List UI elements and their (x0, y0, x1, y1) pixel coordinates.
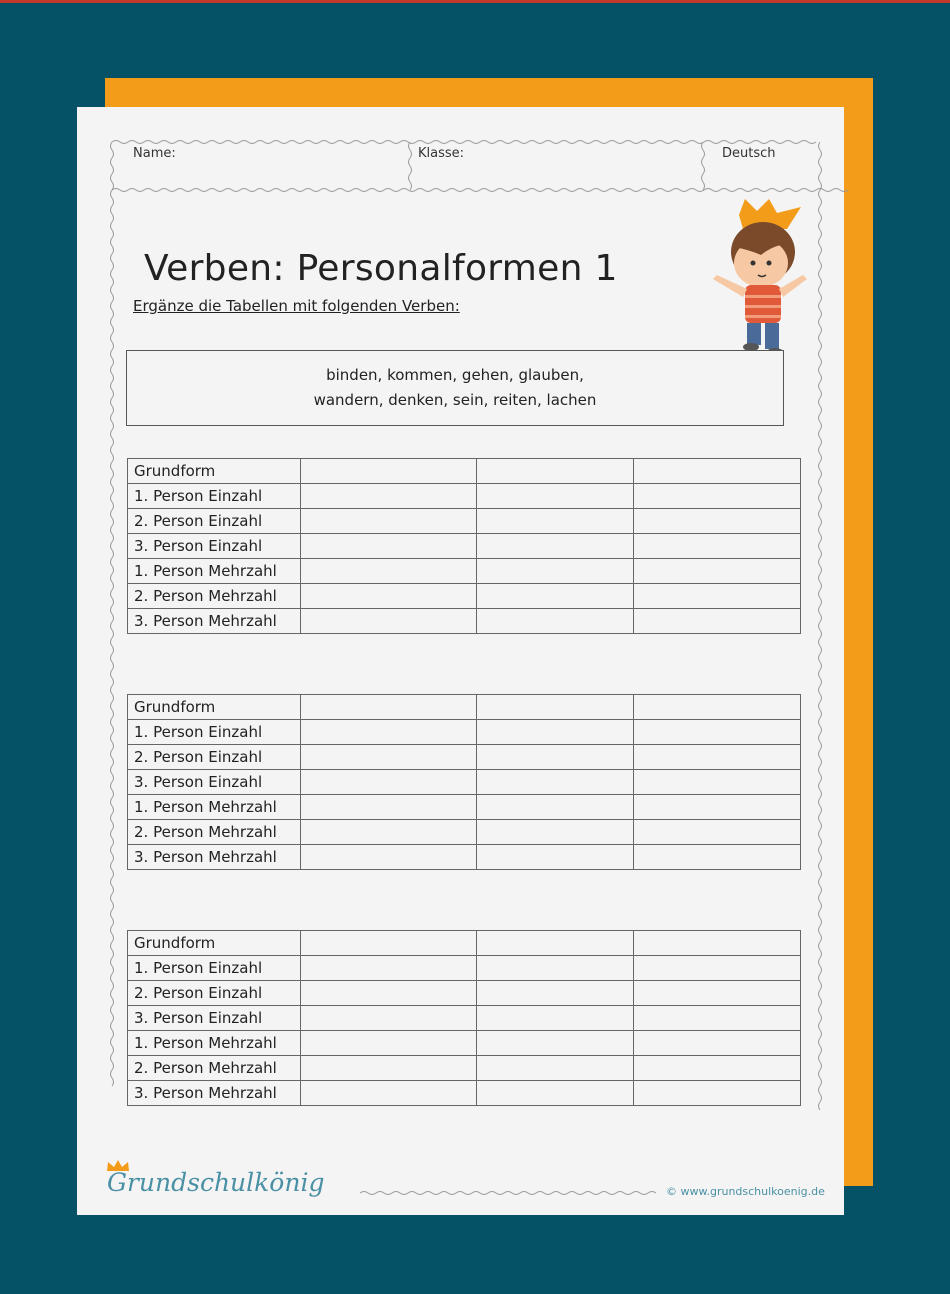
answer-cell[interactable] (634, 795, 801, 820)
answer-cell[interactable] (300, 1031, 476, 1056)
answer-cell[interactable] (634, 1056, 801, 1081)
row-label: 2. Person Mehrzahl (128, 1056, 301, 1081)
boy-illustration (703, 197, 813, 362)
table-row (128, 609, 801, 634)
answer-cell[interactable] (476, 981, 634, 1006)
table-row (128, 956, 801, 981)
answer-cell[interactable] (634, 584, 801, 609)
table-row (128, 720, 801, 745)
table-row (128, 770, 801, 795)
answer-cell[interactable] (476, 695, 634, 720)
answer-cell[interactable] (476, 1031, 634, 1056)
row-label: Grundform (128, 695, 301, 720)
answer-cell[interactable] (300, 459, 476, 484)
worksheet-title: Verben: Personalformen 1 (144, 248, 618, 290)
table-row (128, 745, 801, 770)
answer-cell[interactable] (634, 770, 801, 795)
row-label: Grundform (128, 459, 301, 484)
answer-cell[interactable] (634, 484, 801, 509)
row-label: 1. Person Einzahl (128, 484, 301, 509)
table-row (128, 559, 801, 584)
answer-cell[interactable] (476, 1081, 634, 1106)
answer-cell[interactable] (300, 745, 476, 770)
table-row (128, 534, 801, 559)
answer-cell[interactable] (476, 484, 634, 509)
table-row (128, 931, 801, 956)
answer-cell[interactable] (634, 509, 801, 534)
answer-cell[interactable] (476, 1056, 634, 1081)
answer-cell[interactable] (300, 509, 476, 534)
row-label: 2. Person Mehrzahl (128, 820, 301, 845)
answer-cell[interactable] (476, 584, 634, 609)
answer-cell[interactable] (634, 845, 801, 870)
answer-cell[interactable] (476, 931, 634, 956)
answer-cell[interactable] (476, 459, 634, 484)
class-field-label: Klasse: (418, 146, 465, 161)
answer-cell[interactable] (634, 1006, 801, 1031)
row-label: 3. Person Mehrzahl (128, 845, 301, 870)
row-label: Grundform (128, 931, 301, 956)
answer-cell[interactable] (300, 720, 476, 745)
answer-cell[interactable] (300, 956, 476, 981)
answer-cell[interactable] (300, 584, 476, 609)
answer-cell[interactable] (634, 1081, 801, 1106)
table-row (128, 484, 801, 509)
answer-cell[interactable] (300, 534, 476, 559)
table-row (128, 795, 801, 820)
answer-cell[interactable] (476, 845, 634, 870)
table-row (128, 459, 801, 484)
verb-list-box (126, 350, 784, 426)
table-row (128, 1081, 801, 1106)
row-label: 3. Person Einzahl (128, 770, 301, 795)
table-row (128, 1056, 801, 1081)
answer-cell[interactable] (476, 1006, 634, 1031)
row-label: 2. Person Einzahl (128, 509, 301, 534)
row-label: 1. Person Mehrzahl (128, 559, 301, 584)
instruction-text: Ergänze die Tabellen mit folgenden Verben: (133, 297, 460, 315)
answer-cell[interactable] (634, 534, 801, 559)
answer-cell[interactable] (300, 820, 476, 845)
answer-cell[interactable] (476, 559, 634, 584)
name-field-label: Name: (133, 146, 176, 161)
answer-cell[interactable] (300, 609, 476, 634)
row-label: 1. Person Einzahl (128, 720, 301, 745)
answer-cell[interactable] (634, 745, 801, 770)
conjugation-table-1 (127, 458, 801, 634)
brand-logo: Grundschulkönig (107, 1168, 325, 1197)
answer-cell[interactable] (300, 1081, 476, 1106)
answer-cell[interactable] (634, 981, 801, 1006)
answer-cell[interactable] (476, 509, 634, 534)
answer-cell[interactable] (634, 956, 801, 981)
table-row (128, 584, 801, 609)
answer-cell[interactable] (300, 770, 476, 795)
answer-cell[interactable] (634, 695, 801, 720)
answer-cell[interactable] (634, 559, 801, 584)
copyright-text: © www.grundschulkoenig.de (666, 1185, 825, 1198)
row-label: 1. Person Mehrzahl (128, 1031, 301, 1056)
answer-cell[interactable] (476, 770, 634, 795)
row-label: 3. Person Einzahl (128, 534, 301, 559)
answer-cell[interactable] (476, 745, 634, 770)
conjugation-table-2 (127, 694, 801, 870)
answer-cell[interactable] (634, 720, 801, 745)
answer-cell[interactable] (476, 956, 634, 981)
answer-cell[interactable] (634, 1031, 801, 1056)
row-label: 2. Person Einzahl (128, 981, 301, 1006)
answer-cell[interactable] (300, 695, 476, 720)
table-row (128, 1031, 801, 1056)
answer-cell[interactable] (300, 845, 476, 870)
row-label: 3. Person Mehrzahl (128, 609, 301, 634)
row-label: 3. Person Einzahl (128, 1006, 301, 1031)
verb-list-line-2: wandern, denken, sein, reiten, lachen (313, 391, 597, 409)
row-label: 3. Person Mehrzahl (128, 1081, 301, 1106)
row-label: 1. Person Mehrzahl (128, 795, 301, 820)
verb-list-line-1: binden, kommen, gehen, glauben, (326, 366, 584, 384)
answer-cell[interactable] (476, 720, 634, 745)
answer-cell[interactable] (634, 609, 801, 634)
subject-label: Deutsch (722, 146, 776, 161)
row-label: 1. Person Einzahl (128, 956, 301, 981)
answer-cell[interactable] (300, 981, 476, 1006)
answer-cell[interactable] (300, 484, 476, 509)
row-label: 2. Person Einzahl (128, 745, 301, 770)
table-row (128, 1006, 801, 1031)
answer-cell[interactable] (300, 931, 476, 956)
answer-cell[interactable] (300, 1006, 476, 1031)
answer-cell[interactable] (634, 931, 801, 956)
answer-cell[interactable] (634, 459, 801, 484)
answer-cell[interactable] (300, 1056, 476, 1081)
table-row (128, 509, 801, 534)
answer-cell[interactable] (476, 609, 634, 634)
answer-cell[interactable] (476, 534, 634, 559)
table-row (128, 845, 801, 870)
table-row (128, 820, 801, 845)
table-row (128, 981, 801, 1006)
conjugation-table-3 (127, 930, 801, 1106)
answer-cell[interactable] (634, 820, 801, 845)
answer-cell[interactable] (476, 820, 634, 845)
answer-cell[interactable] (300, 559, 476, 584)
row-label: 2. Person Mehrzahl (128, 584, 301, 609)
answer-cell[interactable] (300, 795, 476, 820)
table-row (128, 695, 801, 720)
answer-cell[interactable] (476, 795, 634, 820)
